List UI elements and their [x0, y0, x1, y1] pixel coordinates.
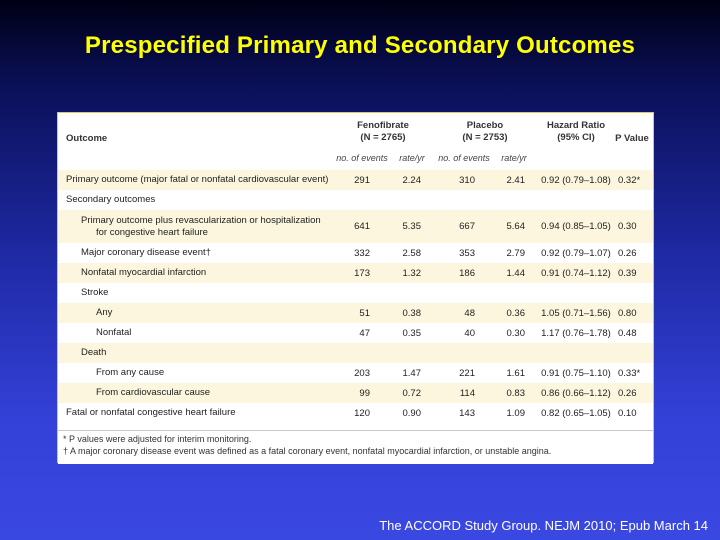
table-row	[58, 243, 653, 263]
table-row	[58, 210, 653, 243]
subheader-placebo-rate: rate/yr	[501, 153, 527, 163]
hazard-ratio-cell	[536, 283, 616, 303]
outcome-label-text: Stroke	[81, 287, 109, 298]
outcomes-table	[57, 112, 654, 463]
outcome-label	[81, 263, 351, 283]
placebo-rate-cell: 1.44	[506, 267, 525, 279]
outcome-label	[81, 343, 351, 363]
fenofibrate-events-cell	[340, 343, 370, 363]
outcome-label	[66, 403, 336, 423]
hazard-ratio-cell: 0.82 (0.65–1.05)	[541, 407, 611, 419]
outcome-label	[66, 170, 336, 190]
placebo-events-cell: 221	[459, 367, 475, 379]
fenofibrate-events-cell: 173	[354, 267, 370, 279]
p-value-cell: 0.39	[618, 267, 637, 279]
placebo-events-cell: 310	[459, 174, 475, 186]
table-row	[58, 170, 653, 190]
placebo-rate-cell	[495, 343, 525, 363]
hazard-ratio-cell: 1.17 (0.76–1.78)	[541, 327, 611, 339]
fenofibrate-rate-cell: 2.58	[402, 247, 421, 259]
placebo-events-cell	[445, 283, 475, 303]
hazard-ratio-cell: 1.05 (0.71–1.56)	[541, 307, 611, 319]
table-row	[58, 343, 653, 363]
fenofibrate-events-cell: 291	[354, 174, 370, 186]
placebo-events-cell: 143	[459, 407, 475, 419]
placebo-rate-cell: 5.64	[506, 221, 525, 232]
outcome-label-text: Nonfatal myocardial infarction	[81, 267, 207, 278]
placebo-events-cell: 667	[459, 221, 475, 232]
outcome-label-text: Death	[81, 347, 107, 358]
hazard-ratio-cell	[536, 190, 616, 210]
p-value-cell: 0.32*	[618, 174, 641, 186]
outcome-label	[96, 383, 366, 403]
fenofibrate-rate-cell: 0.72	[402, 387, 421, 399]
header-outcome: Outcome	[66, 133, 108, 144]
fenofibrate-events-cell: 332	[354, 247, 370, 259]
fenofibrate-events-cell	[340, 190, 370, 210]
fenofibrate-rate-cell: 2.24	[402, 174, 421, 186]
slide-title: Prespecified Primary and Secondary Outcomes	[84, 32, 636, 59]
fenofibrate-rate-cell	[391, 343, 421, 363]
fenofibrate-events-cell: 120	[354, 407, 370, 419]
fenofibrate-events-cell	[340, 283, 370, 303]
citation: The ACCORD Study Group. NEJM 2010; Epub March 14	[379, 518, 708, 533]
outcome-label	[81, 210, 351, 243]
footnote: * P values were adjusted for interim monitoring.	[63, 434, 252, 444]
fenofibrate-events-cell: 641	[354, 221, 370, 232]
hazard-ratio-cell: 0.91 (0.75–1.10)	[541, 367, 611, 379]
table-row	[58, 283, 653, 303]
outcome-label	[96, 303, 366, 323]
fenofibrate-rate-cell: 5.35	[402, 221, 421, 232]
table-header	[58, 113, 653, 170]
outcome-label-text: Primary outcome plus revascularization or hospitalization	[81, 214, 321, 226]
hazard-ratio-cell	[536, 343, 616, 363]
fenofibrate-rate-cell: 1.47	[402, 367, 421, 379]
fenofibrate-rate-cell: 0.90	[402, 407, 421, 419]
placebo-rate-cell: 1.09	[506, 407, 525, 419]
placebo-rate-cell: 2.41	[506, 174, 525, 186]
placebo-events-cell: 40	[464, 327, 475, 339]
header-hazard-ci: (95% CI)	[557, 132, 595, 143]
outcome-label-text: Any	[96, 307, 113, 318]
hazard-ratio-cell: 0.92 (0.79–1.08)	[541, 174, 611, 186]
p-value-cell: 0.26	[618, 247, 637, 259]
table-row	[58, 403, 653, 423]
table-row	[58, 303, 653, 323]
footnote: † A major coronary disease event was defined as a fatal coronary event, nonfatal myocardial infarction, or unstable angina.	[63, 446, 552, 456]
fenofibrate-rate-cell: 1.32	[402, 267, 421, 279]
hazard-ratio-cell: 0.94 (0.85–1.05)	[541, 221, 611, 232]
fenofibrate-rate-cell: 0.35	[402, 327, 421, 339]
placebo-rate-cell: 1.61	[506, 367, 525, 379]
p-value-cell: 0.10	[618, 407, 637, 419]
placebo-events-cell: 353	[459, 247, 475, 259]
outcome-label-text: From any cause	[96, 367, 165, 378]
table-row	[58, 190, 653, 210]
subheader-fenofibrate-events: no. of events	[336, 153, 388, 163]
subheader-placebo-events: no. of events	[438, 153, 490, 163]
subheader-fenofibrate-rate: rate/yr	[399, 153, 425, 163]
outcome-label-text: Primary outcome (major fatal or nonfatal cardiovascular event)	[66, 174, 329, 185]
header-placebo: Placebo	[466, 120, 504, 131]
placebo-events-cell: 186	[459, 267, 475, 279]
p-value-cell	[618, 190, 646, 210]
table-row	[58, 323, 653, 343]
table-row	[58, 263, 653, 283]
p-value-cell: 0.26	[618, 387, 637, 399]
header-fenofibrate-n: (N = 2765)	[360, 132, 406, 143]
outcome-label	[81, 283, 351, 303]
placebo-rate-cell: 0.83	[506, 387, 525, 399]
p-value-cell: 0.80	[618, 307, 637, 319]
placebo-rate-cell	[495, 190, 525, 210]
outcome-label-text: From cardiovascular cause	[96, 387, 211, 398]
p-value-cell: 0.33*	[618, 367, 641, 379]
hazard-ratio-cell: 0.91 (0.74–1.12)	[541, 267, 611, 279]
outcome-label	[96, 323, 366, 343]
outcome-label	[96, 363, 366, 383]
outcome-label-text: Secondary outcomes	[66, 194, 156, 205]
placebo-rate-cell: 0.36	[506, 307, 525, 319]
outcome-label	[81, 243, 351, 263]
fenofibrate-events-cell: 203	[354, 367, 370, 379]
header-placebo-n: (N = 2753)	[462, 132, 508, 143]
table-row	[58, 383, 653, 403]
hazard-ratio-cell: 0.92 (0.79–1.07)	[541, 247, 611, 259]
outcome-label-text-cont: for congestive heart failure	[96, 226, 208, 238]
header-p-value: P Value	[615, 133, 649, 144]
fenofibrate-rate-cell	[391, 190, 421, 210]
placebo-rate-cell: 2.79	[506, 247, 525, 259]
outcome-label-text: Fatal or nonfatal congestive heart failure	[66, 407, 236, 418]
placebo-rate-cell: 0.30	[506, 327, 525, 339]
p-value-cell: 0.30	[618, 221, 637, 232]
table-row	[58, 363, 653, 383]
p-value-cell	[618, 283, 646, 303]
hazard-ratio-cell: 0.86 (0.66–1.12)	[541, 387, 611, 399]
table-footnotes	[58, 430, 653, 464]
fenofibrate-events-cell: 99	[359, 387, 370, 399]
fenofibrate-events-cell: 51	[359, 307, 370, 319]
outcome-label-text: Major coronary disease event†	[81, 247, 211, 258]
header-hazard-ratio: Hazard Ratio	[546, 120, 606, 131]
placebo-events-cell	[445, 190, 475, 210]
p-value-cell	[618, 343, 646, 363]
outcome-label	[66, 190, 336, 210]
fenofibrate-rate-cell: 0.38	[402, 307, 421, 319]
placebo-events-cell: 48	[464, 307, 475, 319]
placebo-events-cell: 114	[459, 387, 475, 399]
outcome-label-text: Nonfatal	[96, 327, 132, 338]
fenofibrate-events-cell: 47	[359, 327, 370, 339]
p-value-cell: 0.48	[618, 327, 637, 339]
placebo-rate-cell	[495, 283, 525, 303]
placebo-events-cell	[445, 343, 475, 363]
fenofibrate-rate-cell	[391, 283, 421, 303]
header-fenofibrate: Fenofibrate	[357, 120, 409, 131]
